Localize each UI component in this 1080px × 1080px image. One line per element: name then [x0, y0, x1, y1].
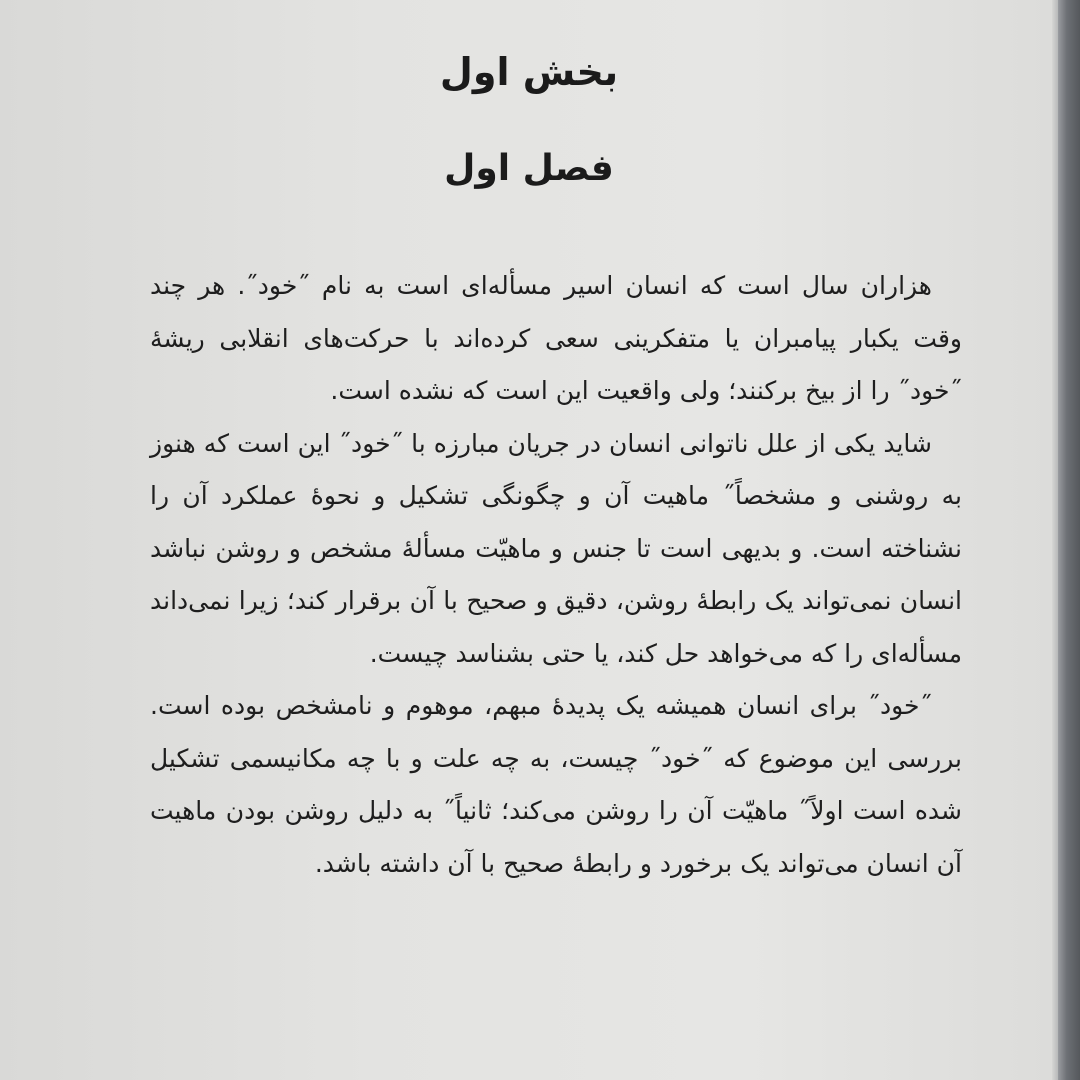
paragraph-3: ˝خود˝ برای انسان همیشه یک پدیدهٔ مبهم، موهوم و نامشخص بوده است. بررسی این موضوع که ˝خود˝ چیست، به چه علت و با چه مکانیسمی تشکیل شده است اولاً˝ ماهیّت آن را روشن می‌کند؛ ثانیاً˝ به دلیل روشن بودن ماهیت آن انسان می‌تواند یک برخورد و رابطهٔ صحیح با آن داشته باشد. — [150, 691, 962, 878]
book-spine — [1058, 0, 1080, 1080]
body-text — [150, 260, 962, 890]
part-title: بخش اول — [439, 50, 619, 94]
paragraph-1: هزاران سال است که انسان اسیر مسأله‌ای است به نام ˝خود˝. هر چند وقت یکبار پیامبران یا متفکرینی سعی کرده‌اند با حرکت‌های انقلابی ریشهٔ ˝خود˝ را از بیخ برکنند؛ ولی واقعیت این است که نشده است. — [150, 271, 962, 405]
chapter-title: فصل اول — [444, 148, 614, 189]
paragraph-2: شاید یکی از علل ناتوانی انسان در جریان مبارزه با ˝خود˝ این است که هنوز به روشنی و مشخصاً˝ ماهیت آن و چگونگی تشکیل و نحوهٔ عملکرد آن را نشناخته است. و بدیهی است تا جنس و ماهیّت مسألهٔ مشخص و روشن نباشد انسان نمی‌تواند یک رابطهٔ روشن، دقیق و صحیح با آن برقرار کند؛ زیرا نمی‌داند مسأله‌ای را که می‌خواهد حل کند، یا حتی بشناسد چیست. — [150, 428, 962, 668]
